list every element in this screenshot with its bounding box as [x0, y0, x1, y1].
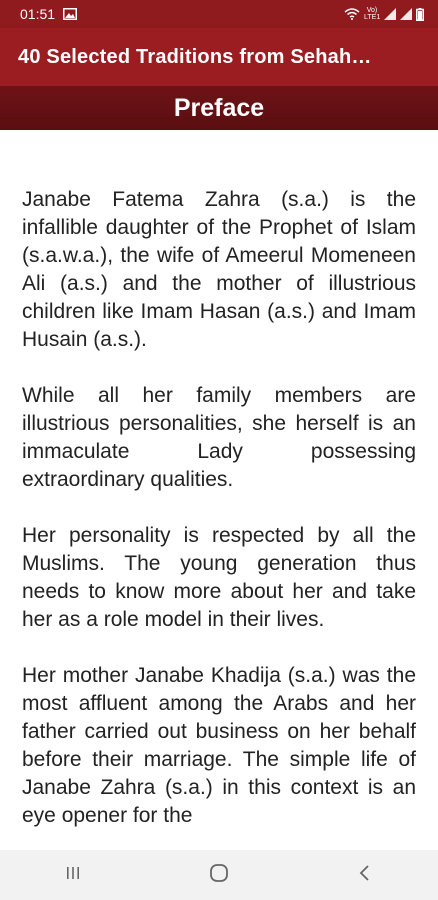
home-button[interactable] — [189, 855, 249, 895]
wifi-icon — [344, 8, 360, 20]
recent-apps-button[interactable] — [43, 855, 103, 895]
back-button[interactable] — [335, 855, 395, 895]
section-header — [0, 86, 438, 130]
status-left — [20, 6, 77, 22]
preface-content[interactable] — [22, 186, 416, 850]
paragraph: Her personality is respected by all the Muslims. The young generation thus needs to know more about her and take her as a role model in their lives. — [22, 524, 416, 631]
recent-apps-icon — [65, 865, 81, 886]
status-time: 01:51 — [20, 6, 56, 22]
app-bar — [0, 28, 438, 86]
paragraph: Her mother Janabe Khadija (s.a.) was the most affluent among the Arabs and her father carried out business on her behalf before their marriage. The simple life of Janabe Zahra (s.a.) in this context is an eye opener for the — [22, 664, 416, 827]
back-icon — [357, 864, 373, 887]
signal-icon — [384, 8, 396, 20]
signal-icon-2 — [400, 8, 412, 20]
system-nav-bar — [0, 850, 438, 900]
app-title: 40 Selected Traditions from Sehah… — [18, 45, 372, 68]
home-icon — [209, 863, 229, 888]
battery-icon — [416, 8, 424, 21]
network-type-label: Vo) LTE1 — [364, 7, 381, 21]
gallery-notification-icon — [63, 8, 77, 20]
status-bar — [0, 0, 438, 28]
section-title: Preface — [173, 93, 265, 122]
status-right — [344, 7, 424, 21]
paragraph: Janabe Fatema Zahra (s.a.) is the infallible daughter of the Prophet of Islam (s.a.w.a.), the wife of Ameerul Momeneen Ali (a.s.) and the mother of illustrious children like Imam Hasan (a.s.) and Imam Husain (a.s.). — [22, 188, 416, 351]
paragraph: While all her family members are illustrious personalities, she herself is an immaculate Lady possessing extraordinary qualities. — [22, 384, 416, 491]
